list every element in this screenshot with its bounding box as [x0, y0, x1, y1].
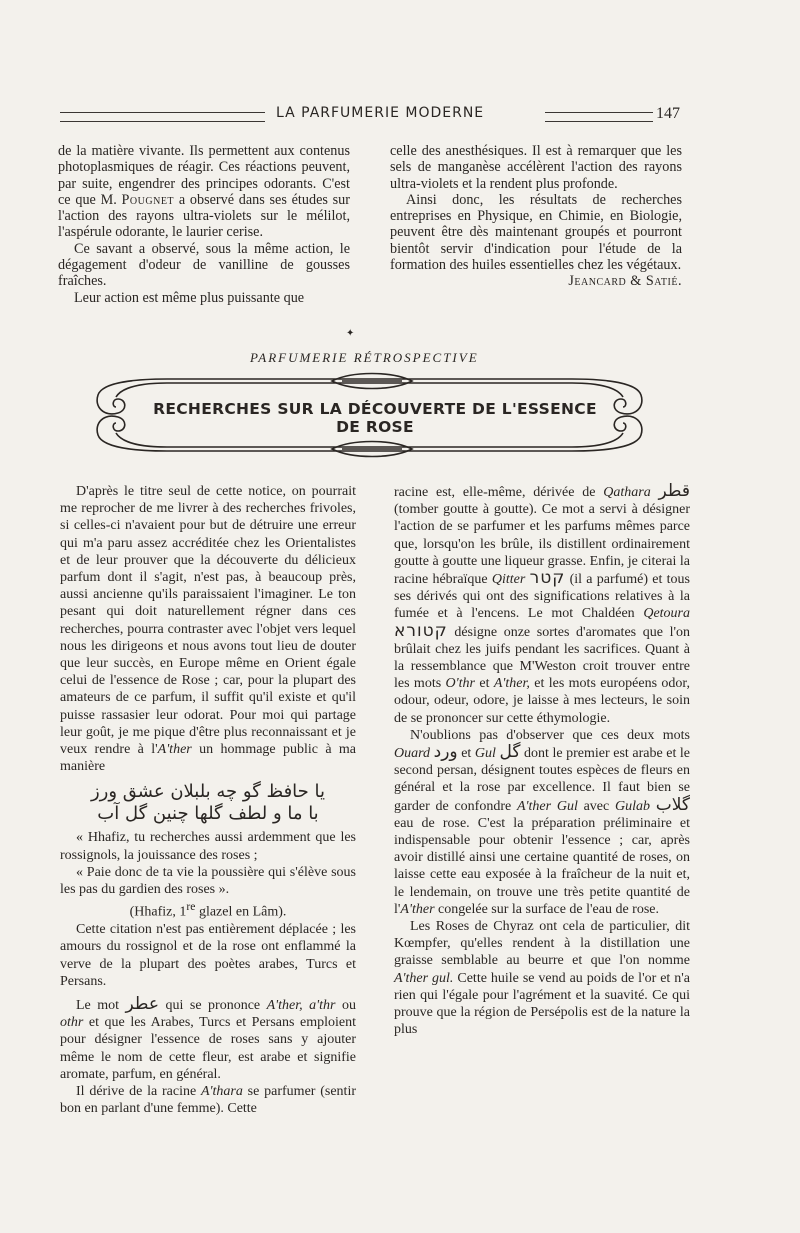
bottom-right-column: [394, 483, 690, 1039]
paragraph: racine est, elle-même, dérivée de Qathara قطر (tomber goutte à goutte). Ce mot a servi à désigner l'action de se parfumer et les parfums mêmes parce que, lorsqu'on les brûle, ils distillent ordinairement goutte à goutte une liqueur grasse. Enfin, je citerai la racine hébraïque Qitter קטר (il a parfumé) et tous ses dérivés qui ont des significations relatives à la fumée et à l'encens. Le mot Chaldéen Qetoura קטורא désigne onze sortes d'aromates que l'on brûlait chez les juifs pendant les sacrifices. Quant à la ressemblance que M'Weston croit trouver entre les mots O'thr et A'ther, et les mots européens odor, odour, odeur, odore, je laisse à mes lecteurs, le soin de se prononcer sur cette éthymologie.: [394, 481, 691, 726]
paragraph: celle des anesthésiques. Il est à remarquer que les sels de manganèse accélèrent l'action des rayons ultra-violets et la rendent plus profonde.: [390, 143, 682, 192]
signature: Jeancard & Satié.: [568, 273, 682, 290]
paragraph: Cette citation n'est pas entièrement déplacée ; les amours du rossignol et de la rose ont enflammé la verve de la plupart des poètes arabes, Turcs et Persans.: [60, 922, 356, 989]
hebrew-word: קטורא: [394, 620, 448, 641]
page-number: 147: [656, 105, 680, 122]
paragraph: Le mot عطر qui se prononce A'ther, a'thr ou othr et que les Arabes, Turcs et Persans emploient pour désigner l'essence de roses sans y ajouter même le nom de cette fleur, est arabe et signifie aromate, parfum, en général.: [60, 993, 357, 1082]
running-header: [60, 105, 680, 127]
paragraph: Il dérive de la racine A'thara se parfumer (sentir bon en parlant d'une femme). Cette: [60, 1083, 356, 1117]
verse-line: با ما و لطف گلها چنین گل آب: [97, 803, 319, 825]
header-rule-right: [545, 112, 653, 122]
bottom-left-column: [60, 483, 356, 1117]
paragraph: N'oublions pas d'observer que ces deux mots Ouard ورد et Gul گل dont le premier est arabe et le second persan, désignent toutes espèces de fleurs en général et la rose par excellence. Il faut bien se garder de confondre A'ther Gul avec Gulab گلاب eau de rose. C'est la préparation préliminaire et indispensable pour obtenir l'essence ; car, après avoir distillé ainsi une certaine quantité de roses, on laisse cette eau exposée à la fraîcheur de la nuit et, le lendemain, on trouve une très petite quantité de l'A'ther congelée sur la surface de l'eau de rose.: [394, 727, 691, 917]
article-title: RECHERCHES SUR LA DÉCOUVERTE DE L'ESSENCE DE ROSE: [153, 400, 597, 436]
journal-title: LA PARFUMERIE MODERNE: [276, 105, 485, 121]
citation: (Hhafiz, 1re glazel en Lâm).: [129, 900, 287, 920]
author-name: Pougnet: [121, 191, 175, 208]
hebrew-word: קטר: [529, 568, 566, 589]
arabic-word: قطر: [658, 481, 690, 501]
paragraph: Les Roses de Chyraz ont cela de particulier, dit Kœmpfer, qu'elles rendent à la distillation une graisse semblable au beurre et que l'on nomme A'ther gul. Cette huile se vend au poids de l'or et n'a rien qui l'égale pour l'agrément et la suavité. Ce qui prouve que la région de Persépolis est de la nature la plus: [394, 919, 690, 1038]
section-label: PARFUMERIE RÉTROSPECTIVE: [250, 350, 479, 365]
paragraph: Ce savant a observé, sous la même action, le dégagement d'odeur de vanilline de gousses fraîches.: [58, 240, 350, 290]
quote-line: « Hhafiz, tu recherches aussi ardemment que les rossignols, la jouissance des roses ;: [60, 830, 356, 863]
quote-line: « Paie donc de ta vie la poussière qui s'élève sous les pas du gardien des roses ».: [60, 864, 356, 898]
persian-verse: [60, 781, 356, 825]
paragraph: de la matière vivante. Ils permettent aux contenus photoplasmiques de réagir. Ces réactions peuvent, par suite, engendrer des principes odorants. C'est ce que M. Pougnet a observé dans ses études sur l'action des rayons ultra-violets sur le mélilot, l'aspérule odorante, le laurier cerise.: [58, 143, 350, 241]
separator-mark: ✦: [346, 328, 355, 339]
paragraph: Ainsi donc, les résultats de recherches entreprises en Physique, en Chimie, en Biologie, peuvent être dès maintenant groupés et pourront bientôt servir d'indication pour l'étude de la formation des huiles essentielles chez les végétaux.: [390, 191, 682, 274]
paragraph: D'après le titre seul de cette notice, on pourrait me reprocher de me livrer à des recherches frivoles, si celles-ci n'avaient pour but de détruire une erreur qui m'a paru assez accréditée chez les Orientalistes et de leur prouver que la découverte du délicieux parfum dont il s'agit, n'est pas, à beaucoup près, aussi ancienne qu'ils paraissaient l'imaginer. Le ton pesant qui doit naturellement régner dans ces recherches, pourra contraster avec l'objet vers lequel nous les dirigeons et nous avons tout lieu de douter que leur succès, en Europe même en Orient égale celui de l'essence de Rose ; car, pour la plupart des amateurs de ce parfum, il suffit qu'il existe et qu'il puisse rassasier leur odorat. Pour moi qui partage leur goût, je me pique d'être plus reconnaissant et je veux rendre à l'A'ther un hommage public à ma manière: [60, 484, 356, 775]
top-right-column: [390, 143, 682, 290]
top-left-column: [58, 143, 350, 306]
arabic-word: عطر: [125, 993, 159, 1014]
header-rule-left: [60, 112, 265, 122]
persian-word: گل: [499, 742, 521, 763]
paragraph: Leur action est même plus puissante que: [74, 289, 305, 306]
persian-word: گلاب: [655, 794, 691, 815]
arabic-word: ورد: [433, 742, 458, 763]
verse-line: يا حافظ گو چه بلبلان عشق ورز: [90, 781, 326, 803]
